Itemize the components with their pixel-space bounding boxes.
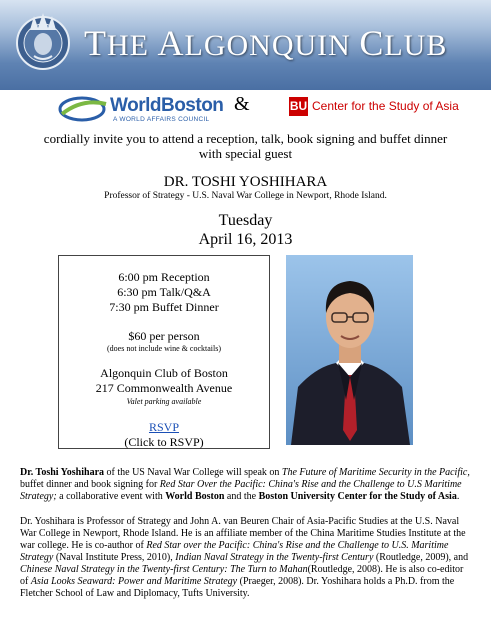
- guest-role: Professor of Strategy - U.S. Naval War College in Newport, Rhode Island.: [104, 191, 387, 201]
- bold-text: Dr. Toshi Yoshihara: [20, 467, 105, 478]
- event-weekday: Tuesday: [218, 212, 273, 229]
- ampersand: &: [234, 93, 250, 115]
- invitation-text: [40, 131, 451, 161]
- invitation-line-2: with special guest: [198, 146, 293, 161]
- italic-title: Indian Naval Strategy in the Twenty-first Century: [175, 552, 374, 563]
- worldboston-name: WorldBoston: [110, 95, 224, 116]
- rsvp-link[interactable]: RSVP: [148, 420, 180, 434]
- worldboston-logo: [58, 92, 224, 128]
- bio-paragraph-1-text: [20, 467, 472, 503]
- algonquin-club-crest-icon: [12, 10, 74, 72]
- schedule-item: 6:30 pm Talk/Q&A: [117, 285, 211, 299]
- italic-title: The Future of Maritime Security in the Pacific,: [281, 467, 470, 478]
- text-run: and the: [224, 491, 259, 502]
- bold-text: Boston University Center for the Study of Asia: [258, 491, 457, 502]
- text-run: .: [456, 491, 460, 502]
- ticket-price: $60 per person: [128, 329, 200, 343]
- sponsor-logos: [0, 90, 491, 130]
- text-run: Dr. Yoshihara is Professor of Strategy and John A. van Beuren Chair of Asia-Pacific Studies at the U.S. Naval War College in Newport, Rhode Island. He is an affiliate member of the China Maritime Studies Institute at the war college. He is co-author of: [20, 516, 466, 551]
- italic-title: Asia Looks Seaward: Power and Maritime Strategy: [30, 576, 238, 587]
- guest-name: DR. TOSHI YOSHIHARA: [163, 174, 328, 190]
- text-run: (Naval Institute Press, 2010),: [53, 552, 176, 563]
- text-run: (Routledge, 2008). He is also co-editor of: [20, 564, 464, 587]
- italic-title: Red Star Over the Pacific: China's Rise and the Challenge to U.S Maritime Strategy;: [20, 479, 462, 502]
- italic-title: Chinese Naval Strategy in the Twenty-first Century: The Turn to Mahan: [20, 564, 308, 575]
- bold-text: World Boston: [165, 491, 225, 502]
- venue-name: Algonquin Club of Boston: [100, 366, 228, 380]
- rsvp-note: (Click to RSVP): [124, 435, 204, 449]
- venue-address: 217 Commonwealth Avenue: [95, 381, 233, 395]
- speaker-portrait-illustration: [286, 255, 413, 445]
- parking-note: Valet parking available: [126, 397, 202, 406]
- invitation-line-1: cordially invite you to attend a reception, talk, book signing and buffet dinner: [43, 131, 448, 146]
- bu-center-name: Center for the Study of Asia: [312, 99, 459, 113]
- text-run: buffet dinner and book signing for: [20, 479, 160, 490]
- text-run: (Praeger, 2008). Dr. Yoshihara holds a Ph.D. from the Fletcher School of Law and Diplomacy, Tufts University.: [20, 576, 455, 599]
- globe-swoosh-icon: [58, 94, 110, 124]
- bu-logo-mark: BU: [289, 97, 308, 116]
- schedule-item: 6:00 pm Reception: [118, 270, 210, 284]
- bio-paragraph-2: [20, 516, 472, 600]
- italic-title: Red Star over the Pacific: China's Rise and the Challenge to U.S. Maritime Strategy: [20, 540, 449, 563]
- text-run: a collaborative event with: [56, 491, 166, 502]
- price-note: (does not include wine & cocktails): [107, 344, 221, 353]
- bio-paragraph-2-text: [20, 516, 472, 600]
- speaker-portrait: [286, 255, 413, 445]
- event-details-box: [58, 255, 270, 449]
- event-full-date: April 16, 2013: [198, 231, 293, 248]
- text-run: (Routledge, 2009), and: [373, 552, 469, 563]
- event-date: [0, 211, 491, 249]
- bio-paragraph-1: [20, 467, 472, 503]
- worldboston-tagline: A WORLD AFFAIRS COUNCIL: [113, 116, 210, 123]
- schedule-item: 7:30 pm Buffet Dinner: [109, 300, 219, 314]
- club-header-banner: [0, 0, 491, 90]
- text-run: of the US Naval War College will speak on: [104, 467, 282, 478]
- club-title: THE ALGONQUIN CLUB: [84, 23, 448, 63]
- schedule: [59, 270, 269, 315]
